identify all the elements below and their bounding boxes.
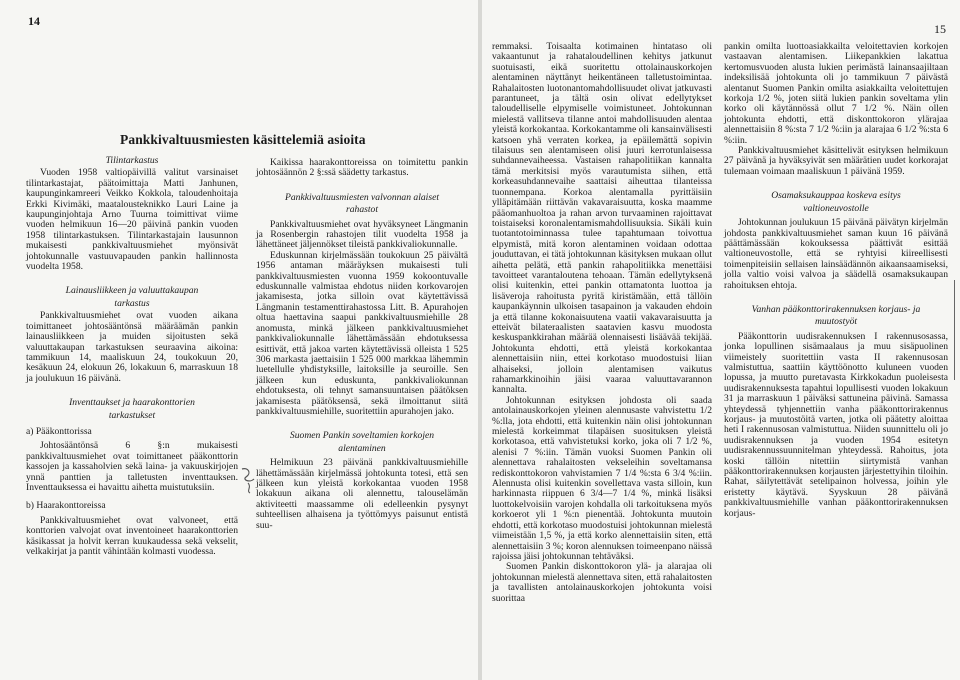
paragraph: Vuoden 1958 valtiopäivillä valitut varsinaiset tilintarkastajat, päätoimittaja Matti Janhunen, kaupunginkamreeri Veikko Kokkola, taloudenhoitaja Erkki Kivimäki, maatalousteknikko Lauri Laine ja kaupunginjohtaja Arno Tuurna toimittivat viime vuoden helmikuun 16—20 päivinä pankin vuoden 1958 tilintarkastuksen. Tilintarkastajain lausunnon mukaisesti pankkivaltuusmiehet myönsivät johtokunnalle vastuuvapauden pankin hallinnosta vuodelta 1958. [26, 167, 238, 273]
section-heading: Osamaksukauppaa koskeva esitys [771, 190, 901, 202]
subsection-label: b) Haarakonttoreissa [26, 500, 106, 512]
left-page [0, 0, 478, 680]
section-heading-cont: tarkastukset [108, 409, 156, 421]
subsection-label: a) Pääkonttorissa [26, 425, 92, 437]
section-heading: Vanhan pääkonttorirakennuksen korjaus- ja [751, 303, 921, 315]
section-heading: Pankkivaltuusmiesten valvonnan alaiset [285, 191, 439, 203]
section-heading: Suomen Pankin soveltamien korkojen [289, 430, 435, 442]
paragraph: Johtokunnan joulukuun 15 päivänä päivätyn kirjelmän johdosta pankkivaltuusmiehet saman kuun 16 päivänä päättämässään kokouksessa päättivät esittää valtioneuvostolle, että se ryhtyisi kiireellisesti toimenpiteisiin sellaisen lainsäädännön aikaansaamiseksi, jolla valtio voisi valvoa ja säädellä osamaksukaupan rahoituksen ehtoja. [724, 217, 948, 291]
paragraph: Johtokunnan esityksen johdosta oli saada antolainauskorkojen yleinen alennusaste vahvistettu 1/2 %:lla, jota ehdotti, että kuitenkin näin olisi johtokunnan mielestä korkeimmat tilapäisen suosituksen yleistä korkotasoa, että vahvistetuksi korko, joka oli 7 1/2 %, alenisi 7 %:iin. Tämän vuoksi Suomen Pankin oli alennettava rahalaitosten vekseleihin soveltamansa rediskonttokoron vahvistamien 7 1/4 %:sta 6 3/4 %:iin. Alennusta olisi kuitenkin sovellettava vasta silloin, kun harkinnasta riippuen 6 3/4—7 1/4 %, minkä lisäksi luottokelvoisiin varojen kohdalla oli tarkoituksena myös korkoerot yli 1 %:n pienentää. Johtokunta muutoin ehdotti, että korkotaso muodostuisi johtokunnan mielestä viimeistään 1,5 %, ja että korko alennettaisiin siten, että alennettaisiin 3 %; koron alennuksen toimeenpano näissä rajoissa jäisi johtokunnan tehtäväksi. [492, 394, 712, 562]
section-heading-cont: valtioneuvostolle [803, 202, 869, 214]
margin-bracket-mark [948, 280, 955, 380]
left-page-column-1 [26, 156, 238, 557]
paragraph: pankin omilta luottoasiakkailta veloitettavien korkojen vastaavan alentamisen. Liikepankkien lakattua kertomusvuoden alusta lukien perimästä lainansaajiltaan indeksilisää johtokunta oli jo tammikuun 7 päivästä alentanut Suomen Pankin omilta asiakkailta veloitettujen korkoja 1/2 %, joten siitä lukien pankin soveltama ylin korko oli käytännössä ollut 7 1/2 %. Näin ollen johtokunta ehdotti, että diskonttokoron ylärajaa alennettaisiin 8 %:sta 7 1/2 %:iin ja alarajaa 6 1/2 %:sta 6 %:iin. [724, 41, 948, 146]
section-heading-cont: tarkastus [114, 297, 150, 309]
paragraph: Suomen Pankin diskonttokoron ylä- ja alarajaa oli johtokunnan mielestä alennettava siten, että rahalaitosten ja tavallisten antolainauskorkojen johtokunta voisi suorittaa [492, 561, 712, 604]
paragraph: Pääkonttorin uudisrakennuksen I rakennusosassa, jonka lopullinen sisämaalaus ja muu sisäpuolinen viimeistely suoritettiin vasta II rakennusosan valmistuttua, saattiin käyttöönotto kuluneen vuoden lopussa, ja muutto puretavasta Kirkkokadun puoleisesta uudisrakennuksesta tapahtui lopullisesti vuoden lokakuun 31 ja marraskuun 1 päiväksi sattuneina päivinä. Samassa yhteydessä tyhjennettiin vanha pääkonttorirakennus korjaus- ja muutostöitä varten, jotka oli päätetty aloittaa heti I rakennusosan valmistuttua. Niiden suunnittelu oli jo uudisrakennuksen ja vuoden 1954 esitetyn uudisrakennussuunnitelman yhteydessä. Rahoitus, jota koski tällöin nitettiin siirtymistä vanhan pääkonttorirakennuksen korjausten järjestettyihin tiloihin. Rahat, säilytettävät setelipainon holvessa, joihin yle eristetty käytävä. Syyskuun 28 päivänä pankkivaltuusmiehille vanhan pääkonttorirakennuksen korjaus- [724, 330, 948, 519]
paragraph: Pankkivaltuusmiehet ovat hyväksyneet Längmanin ja Rosenbergin rahastojen tilit vuodelta 1958 ja lähettäneet jäljennökset tileistä pankkivaliokunnalle. [256, 218, 468, 251]
section-heading: Tilintarkastus [105, 155, 159, 166]
paragraph: remmaksi. Toisaalta kotimainen hintataso oli vakaantunut ja rahataloudellinen kehitys jatkunut suotuisasti, eikä suoritettu ottolainauskorkojen alentaminen näyttänyt heikentäneen talletustoimintaa. Rahalaitosten luotonantomahdollisuudet olivat jatkuvasti parantuneet, ja tältä osin olivat edellytykset taloudelliselle elpymiselle voimistuneet. Johtokunnan mielestä vallitseva tilanne antoi mahdollisuuden alentaa yleistä korkokantaa. Korkokantamme oli kansainvälisesti katsoen yhä verraten korkea, ja epäilemättä sopivin tilaisuus sen alentamiseen olisi juuri kerrotunlaisessa suhdannevaiheessa. Vastaisen rahapolitiikan kannalta tämä merkitsisi myös varautumista siihen, että korkeasuhdannevaihe saattaisi aiheuttaa tilanteissa tuonnempana. Korkoa alentamalla pyrittäisiin ylläpitämään riittävän vakavaraisuutta, koska maamme pääomanhuoltoa ja rahan arvon turvaaminen rajoittavat toistaiseksi koronalentamismahdollisuuksia. Sikäli kuin tuotantotoiminnassa tulee tapahtumaan toivottua elpymistä, mitä koron alentaminen voidaan odottaa jouduttavan, ei tätä johtokunnan käsityksen mukaan ollut aihetta pelätä, että pankin rahapolitiikka menettäisi tavoitteet varantaloutena tehoaan. Tämän edellytyksenä olisi kuitenkin, ettei pankin ottamatonta luottoa ja lisäveroja rahoitusta pyritä kiristämään, että tällöin kaupankäynnin ulkoisen tasapainon ja vakauden ehdoin ja että tilanne kokonaisuutena vaatii vakavaraisuutta ja etteivät bilateraalisten saatavien kasvu muodosta keskuspankkirahan määrää olennaisesti lisäävää tekijää. Johtokunta ehdotti, että yleistä korkokantaa alennettaisiin niin, ettei korkotaso muodostuisi liian alhaiseksi, jolloin alentamisen vaikutus rahamarkkinoihin jäisi vaaraa valuuttavarannon kannalta. [492, 41, 712, 396]
paragraph: Kaikissa haarakonttoreissa on toimitettu pankin johtosäännön 2 §:ssä säädetty tarkastus. [256, 157, 468, 179]
right-page [482, 0, 960, 680]
page-number-left: 14 [28, 14, 40, 28]
page-title: Pankkivaltuusmiesten käsittelemiä asioita [120, 132, 366, 147]
paragraph: Pankkivaltuusmiehet ovat valvoneet, että konttorien valvojat ovat inventoineet haarakonttorien käsikassat ja holvit kerran kuukaudessa sekä vekselit, velkakirjat ja pantit vähintään kolmasti vuodessa. [26, 514, 238, 557]
left-page-column-2 [256, 158, 468, 531]
section-heading-cont: alentaminen [338, 442, 386, 454]
paragraph: Pankkivaltuusmiehet ovat vuoden aikana toimittaneet johtosääntönsä määräämän pankin lainausliikkeen ja muiden sijoitusten sekä valuuttakaupan tarkastuksen seuraavina aikoina: tammikuun 14, maaliskuun 24, toukokuun 20, kesäkuun 24, elokuun 26, lokakuun 6, marraskuun 18 ja joulukuun 16 päivänä. [26, 310, 238, 384]
section-heading-cont: muutostyöt [814, 316, 858, 328]
page-number-right: 15 [934, 22, 946, 36]
paragraph: Helmikuun 23 päivänä pankkivaltuusmiehille lähettämässään kirjelmässä johtokunta totesi, että sen jälkeen kun yleistä korkokantaa vuoden 1958 lokakuun aikana oli alennettu, talouselämän aktiviteetti maassamme oli edelleenkin pysynyt suhteellisen alhaisena ja työttömyys paisunut entistä suu- [256, 457, 468, 531]
pencil-annotation-icon [238, 465, 264, 495]
paragraph: Eduskunnan kirjelmässään toukokuun 25 päivältä 1956 antaman määräyksen mukaisesti tuli pankkivaltuusmiesten vuonna 1959 kokoontuvalle eduskunnalle valmistaa ehdotus niiden korkovarojen jakamisesta, jotka silloin ovat käytettävissä Längmanin testamenttirahastossa Litt. B. Apurahojen oltua haettavina saapui pankkivaltuusmiehille 28 anomusta, minkä jälkeen pankkivaltuusmiehet pankkivaliokunnalle lähettämässään ehdotuksessa esittivät, että jakoa varten käytettävissä olleista 1 525 306 markasta jaettaisiin 1 525 000 markkaa lähemmin luetellulle yhdistyksille, laitoksille ja seuroille. Sen jälkeen kun eduskunta, pankkivaliokunnan ehdotuksesta, oli tehnyt samansuuntaisen päätöksen jakamisesta päätöksensä, sekä ilmoittanut siitä pankkivaltuusmiehille, suoritettiin apurahojen jako. [256, 249, 468, 417]
right-page-column-2 [724, 42, 948, 519]
paragraph: Johtosääntönsä 6 §:n mukaisesti pankkivaltuusmiehet ovat toimittaneet pääkonttorin kassojen ja kassaholvien sekä laina- ja vakuuskirjojen ynnä panttien ja talletusten inventtauksen. Inventtauksessa ei havaittu aihetta muistutuksiin. [26, 440, 238, 493]
section-heading: Lainausliikkeen ja valuuttakaupan [65, 285, 199, 297]
section-heading: Inventtaukset ja haarakonttorien [69, 397, 195, 409]
right-page-column-1 [492, 42, 712, 604]
section-heading-cont: rahastot [346, 204, 378, 216]
paragraph: Pankkivaltuusmiehet käsittelivät esityksen helmikuun 27 päivänä ja hyväksyivät sen määrätien uudet korkorajat tulemaan voimaan maaliskuun 1 päivänä 1959. [724, 145, 948, 177]
